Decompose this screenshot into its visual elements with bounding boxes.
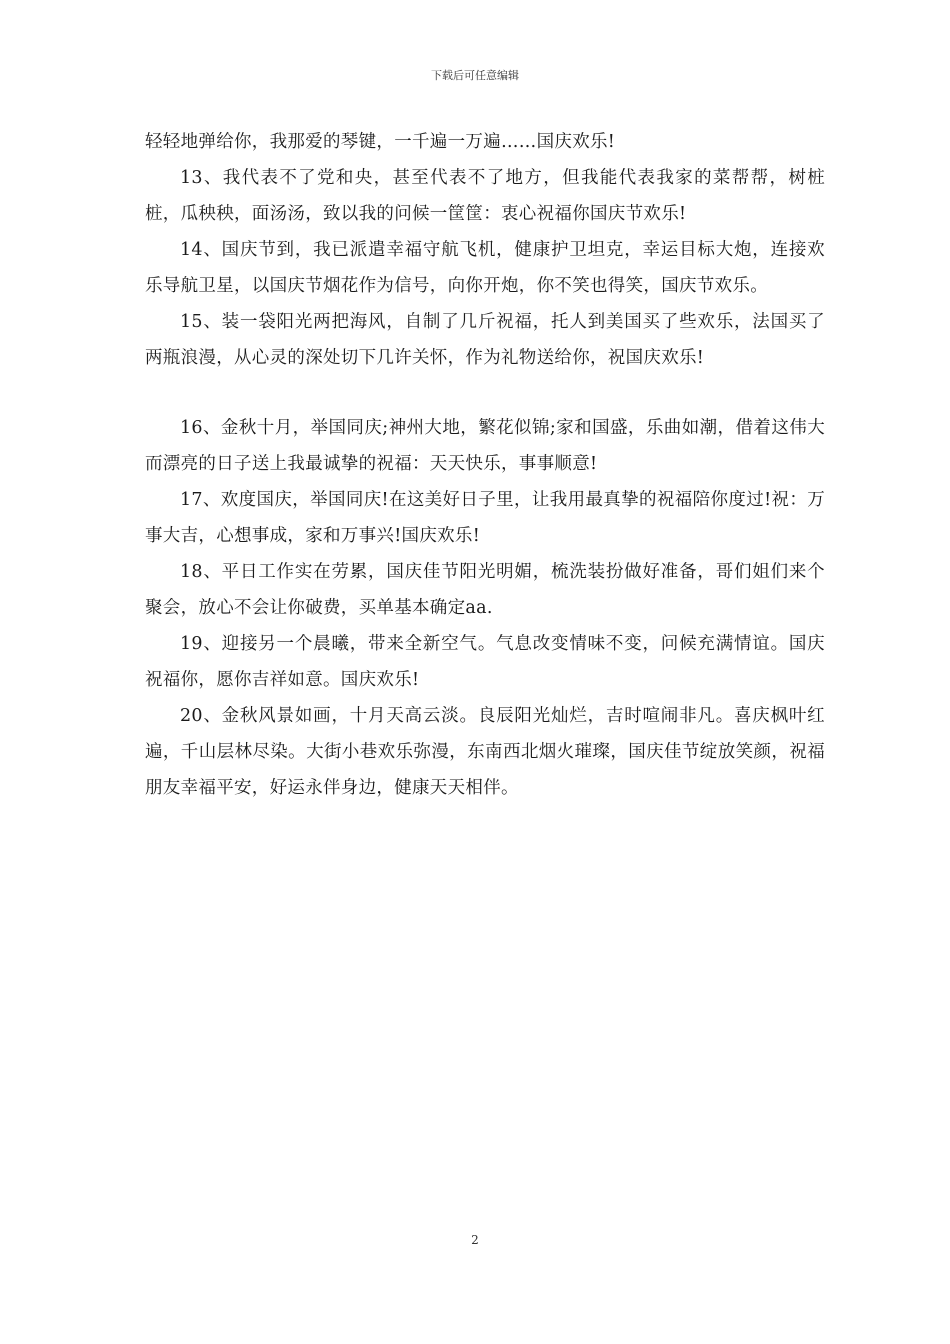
paragraph-item-15: 15、装一袋阳光两把海风，自制了几斤祝福，托人到美国买了些欢乐，法国买了两瓶浪漫，从心灵的深处切下几许关怀，作为礼物送给你，祝国庆欢乐!	[145, 312, 825, 368]
page-header: 下载后可任意编辑	[431, 69, 519, 82]
paragraph-item-19: 19、迎接另一个晨曦，带来全新空气。气息改变情味不变，问候充满情谊。国庆祝福你，愿你吉祥如意。国庆欢乐!	[145, 634, 825, 690]
paragraph-item-18: 18、平日工作实在劳累，国庆佳节阳光明媚，梳洗装扮做好准备，哥们姐们来个聚会，放心不会让你破费，买单基本确定aa.	[145, 562, 825, 618]
paragraph-item-14: 14、国庆节到，我已派遣幸福守航飞机，健康护卫坦克，幸运目标大炮，连接欢乐导航卫星，以国庆节烟花作为信号，向你开炮，你不笑也得笑，国庆节欢乐。	[145, 240, 825, 296]
paragraph-item-13: 13、我代表不了党和央，甚至代表不了地方，但我能代表我家的菜帮帮，树桩桩，瓜秧秧，面汤汤，致以我的问候一筐筐：衷心祝福你国庆节欢乐!	[145, 168, 825, 224]
document-body	[145, 124, 825, 806]
paragraph-continuation: 轻轻地弹给你，我那爱的琴键，一千遍一万遍……国庆欢乐!	[145, 132, 616, 152]
page-number: 2	[471, 1233, 479, 1247]
paragraph-item-17: 17、欢度国庆，举国同庆!在这美好日子里，让我用最真挚的祝福陪你度过!祝：万事大吉，心想事成，家和万事兴!国庆欢乐!	[145, 490, 825, 546]
paragraph-item-20: 20、金秋风景如画，十月天高云淡。良辰阳光灿烂，吉时喧闹非凡。喜庆枫叶红遍，千山层林尽染。大街小巷欢乐弥漫，东南西北烟火璀璨，国庆佳节绽放笑颜，祝福朋友幸福平安，好运永伴身边，健康天天相伴。	[145, 706, 825, 798]
paragraph-item-16: 16、金秋十月，举国同庆;神州大地，繁花似锦;家和国盛，乐曲如潮，借着这伟大而漂亮的日子送上我最诚挚的祝福：天天快乐，事事顺意!	[145, 418, 825, 474]
